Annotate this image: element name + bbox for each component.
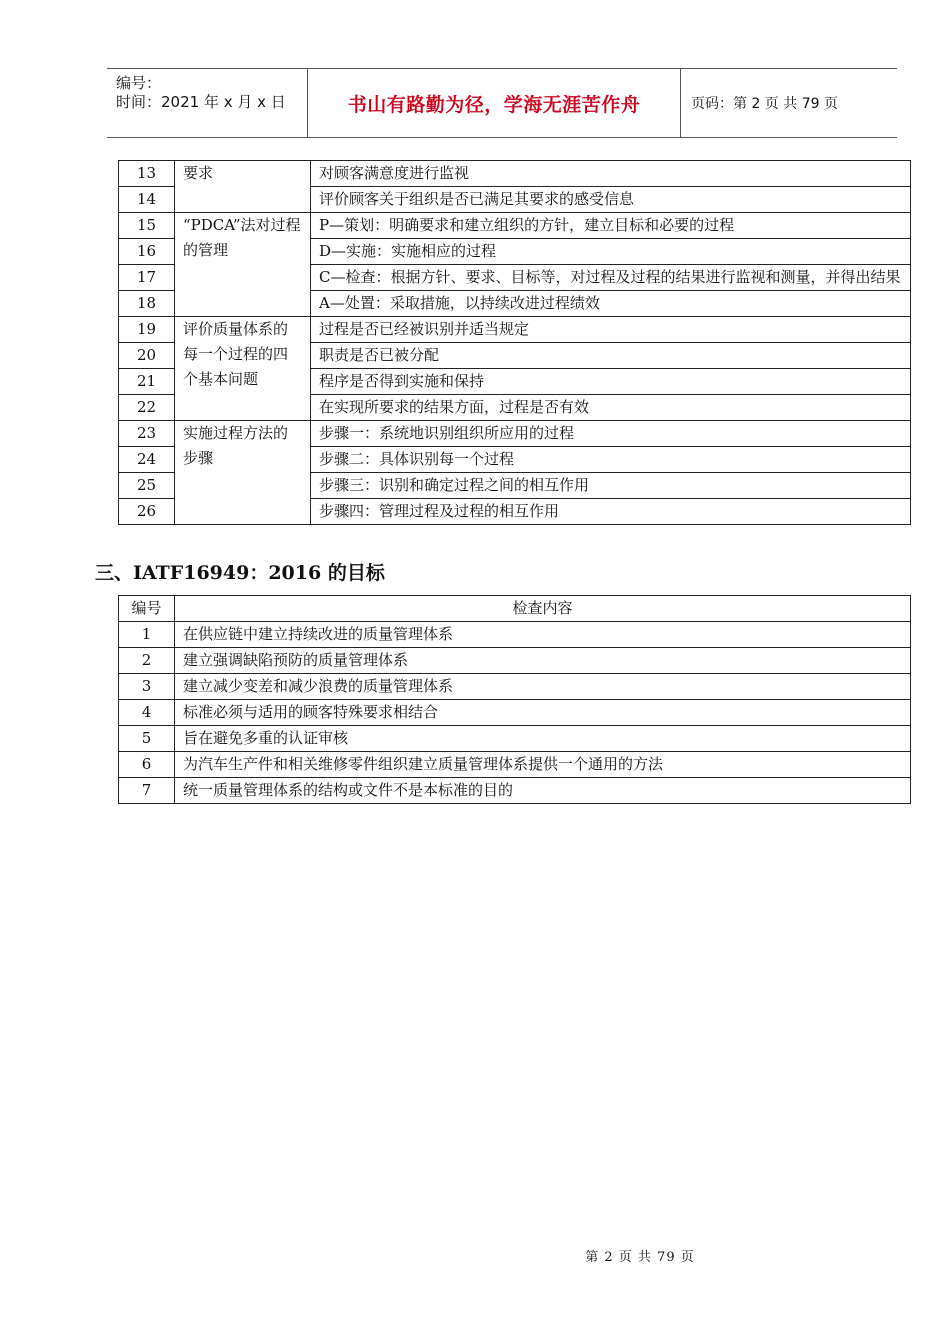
motto-text: 书山有路勤为径，学海无涯苦作舟 — [347, 93, 641, 116]
row-content: 建立强调缺陷预防的质量管理体系 — [175, 648, 911, 674]
row-number: 15 — [119, 213, 175, 239]
row-number: 13 — [119, 161, 175, 187]
doc-number-label: 编号： — [116, 74, 162, 92]
row-content: 统一质量管理体系的结构或文件不是本标准的目的 — [175, 778, 911, 804]
row-number: 4 — [119, 700, 175, 726]
table-row — [119, 726, 911, 752]
row-content: 职责是否已被分配 — [311, 343, 911, 369]
doc-time-label: 时间：2021 年 x 月 x 日 — [116, 93, 286, 111]
row-number: 1 — [119, 622, 175, 648]
row-content: 对顾客满意度进行监视 — [311, 161, 911, 187]
row-content: 步骤三：识别和确定过程之间的相互作用 — [311, 473, 911, 499]
row-content: 步骤一：系统地识别组织所应用的过程 — [311, 421, 911, 447]
row-content: D—实施：实施相应的过程 — [311, 239, 911, 265]
header-motto-cell — [308, 69, 681, 137]
row-number: 6 — [119, 752, 175, 778]
row-number: 14 — [119, 187, 175, 213]
row-content: 旨在避免多重的认证审核 — [175, 726, 911, 752]
category-cell: 评价质量体系的每一个过程的四个基本问题 — [175, 317, 311, 421]
row-content: 评价顾客关于组织是否已满足其要求的感受信息 — [311, 187, 911, 213]
row-number: 21 — [119, 369, 175, 395]
row-number: 19 — [119, 317, 175, 343]
row-content: 在供应链中建立持续改进的质量管理体系 — [175, 622, 911, 648]
table-header-row — [119, 596, 911, 622]
table-row — [119, 421, 911, 447]
row-number: 2 — [119, 648, 175, 674]
header-page-cell — [681, 69, 897, 137]
row-number: 17 — [119, 265, 175, 291]
column-header-content: 检查内容 — [175, 596, 911, 622]
table-row — [119, 213, 911, 239]
row-number: 5 — [119, 726, 175, 752]
row-content: 标准必须与适用的顾客特殊要求相结合 — [175, 700, 911, 726]
footer-page-number: 第 2 页 共 79 页 — [585, 1250, 695, 1265]
row-number: 20 — [119, 343, 175, 369]
page-header — [107, 68, 897, 138]
row-number: 22 — [119, 395, 175, 421]
table-row — [119, 622, 911, 648]
row-number: 7 — [119, 778, 175, 804]
table-row — [119, 648, 911, 674]
row-content: 为汽车生产件和相关维修零件组织建立质量管理体系提供一个通用的方法 — [175, 752, 911, 778]
category-cell: 实施过程方法的步骤 — [175, 421, 311, 525]
row-content: 在实现所要求的结果方面，过程是否有效 — [311, 395, 911, 421]
row-content: C—检查：根据方针、要求、目标等，对过程及过程的结果进行监视和测量，并得出结果 — [311, 265, 911, 291]
row-number: 26 — [119, 499, 175, 525]
column-header-number: 编号 — [119, 596, 175, 622]
row-content: 程序是否得到实施和保持 — [311, 369, 911, 395]
row-content: 建立减少变差和减少浪费的质量管理体系 — [175, 674, 911, 700]
row-content: P—策划：明确要求和建立组织的方针，建立目标和必要的过程 — [311, 213, 911, 239]
row-content: A—处置：采取措施，以持续改进过程绩效 — [311, 291, 911, 317]
table-row — [119, 161, 911, 187]
process-table — [118, 160, 911, 525]
category-cell: 要求 — [175, 161, 311, 213]
page-footer — [0, 1246, 950, 1265]
table-row — [119, 317, 911, 343]
row-number: 24 — [119, 447, 175, 473]
row-content: 步骤二：具体识别每一个过程 — [311, 447, 911, 473]
row-number: 3 — [119, 674, 175, 700]
header-meta — [107, 69, 308, 137]
row-number: 16 — [119, 239, 175, 265]
table-row — [119, 700, 911, 726]
table-row — [119, 752, 911, 778]
row-content: 步骤四：管理过程及过程的相互作用 — [311, 499, 911, 525]
section-title: 三、IATF16949：2016 的目标 — [95, 562, 385, 584]
row-number: 25 — [119, 473, 175, 499]
header-page-info: 页码：第 2 页 共 79 页 — [691, 96, 838, 112]
category-cell: “PDCA”法对过程的管理 — [175, 213, 311, 317]
objectives-table — [118, 595, 911, 804]
row-number: 18 — [119, 291, 175, 317]
row-number: 23 — [119, 421, 175, 447]
row-content: 过程是否已经被识别并适当规定 — [311, 317, 911, 343]
table-row — [119, 778, 911, 804]
table-row — [119, 674, 911, 700]
